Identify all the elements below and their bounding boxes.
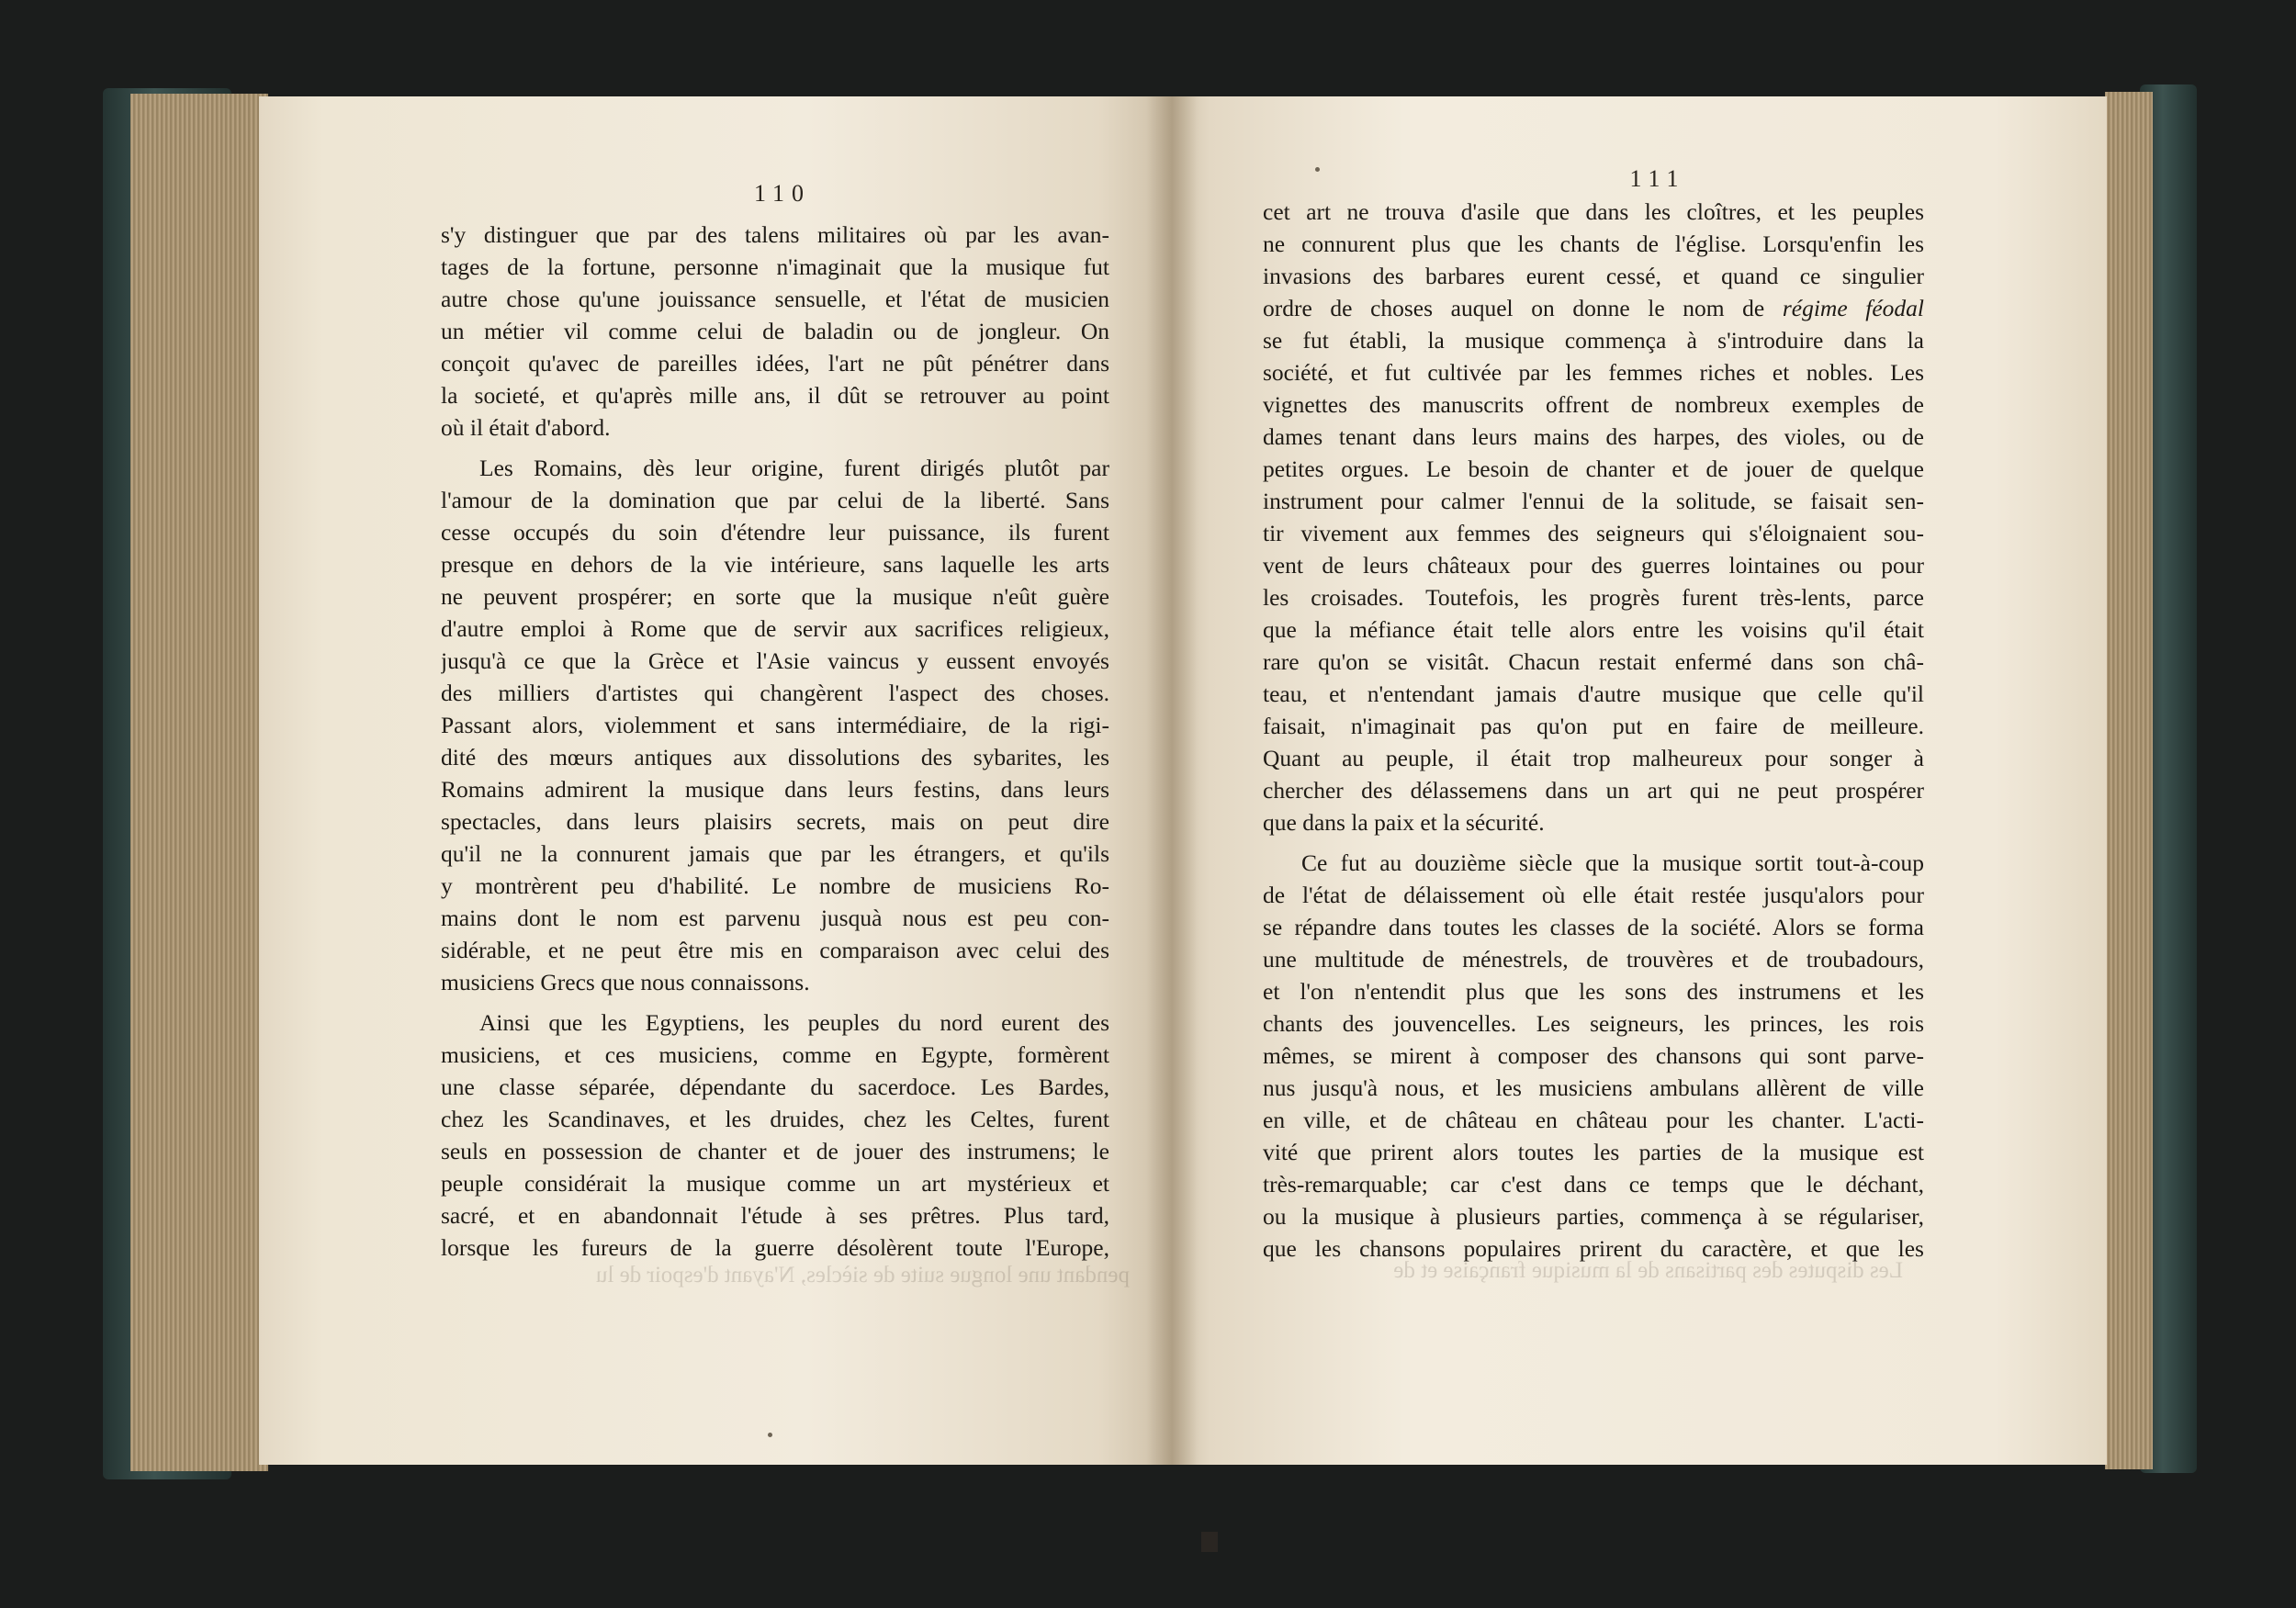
text-line: que la méfiance était telle alors entre les voisins qu'il était bbox=[1263, 616, 1924, 643]
text-line: seuls en possession de chanter et de jouer des instrumens; le bbox=[441, 1138, 1109, 1164]
left-page-text bbox=[441, 219, 1109, 1264]
paper-speck bbox=[1315, 167, 1320, 172]
text-line: se fut établi, la musique commença à s'introduire dans la bbox=[1263, 327, 1924, 354]
text-line: ou la musique à plusieurs parties, commença à se régulariser, bbox=[1263, 1203, 1924, 1230]
text-line: que dans la paix et la sécurité. bbox=[1263, 809, 1545, 836]
text-line: chez les Scandinaves, et les druides, chez les Celtes, furent bbox=[441, 1106, 1109, 1132]
text-line: tages de la fortune, personne n'imaginait que la musique fut bbox=[441, 253, 1109, 280]
text-line: faisait, n'imaginait pas qu'on put en faire de meilleure. bbox=[1263, 713, 1924, 739]
text-line: Romains admirent la musique dans leurs festins, dans leurs bbox=[441, 776, 1109, 803]
text-line: peuple considérait la musique comme un art mystérieux et bbox=[441, 1170, 1109, 1197]
text-line: rare qu'on se visitât. Chacun restait enfermé dans son châ- bbox=[1263, 648, 1924, 675]
show-through-text-right: Les disputes des partisans de la musique française et de bbox=[1393, 1258, 1903, 1283]
text-line: musiciens Grecs que nous connaissons. bbox=[441, 969, 810, 995]
bookmark-ribbon bbox=[1201, 1532, 1218, 1552]
text-line: Quant au peuple, il était trop malheureux pour songer à bbox=[1263, 745, 1924, 771]
text-line: où il était d'abord. bbox=[441, 414, 611, 441]
text-line: les croisades. Toutefois, les progrès furent très-lents, parce bbox=[1263, 584, 1924, 611]
text-line: y montrèrent peu d'habilité. Le nombre de musiciens Ro- bbox=[441, 872, 1109, 899]
text-line: Ainsi que les Egyptiens, les peuples du nord eurent des bbox=[479, 1009, 1109, 1036]
text-line: nus jusqu'à nous, et les musiciens ambulans allèrent de ville bbox=[1263, 1074, 1924, 1101]
book-gutter bbox=[1146, 96, 1198, 1465]
text-line: invasions des barbares eurent cessé, et quand ce singulier bbox=[1263, 263, 1924, 289]
text-line: autre chose qu'une jouissance sensuelle, et l'état de musicien bbox=[441, 286, 1109, 312]
paper-speck bbox=[768, 1433, 772, 1437]
text-line: une multitude de ménestrels, de trouvères et de troubadours, bbox=[1263, 946, 1924, 973]
text-line: Ce fut au douzième siècle que la musique sortit tout-à-coup bbox=[1301, 849, 1924, 876]
text-line: musiciens, et ces musiciens, comme en Egypte, formèrent bbox=[441, 1041, 1109, 1068]
text-line: et l'on n'entendit plus que les sons des instrumens et les bbox=[1263, 978, 1924, 1005]
page-number-right: 111 bbox=[1629, 165, 1686, 192]
page-number-left: 110 bbox=[753, 180, 812, 207]
text-line: société, et fut cultivée par les femmes riches et nobles. Les bbox=[1263, 359, 1924, 386]
text-line: petites orgues. Le besoin de chanter et de jouer de quelque bbox=[1263, 455, 1924, 482]
text-line: conçoit qu'avec de pareilles idées, l'art ne pût pénétrer dans bbox=[441, 350, 1109, 377]
text-line: ne peuvent prospérer; en sorte que la musique n'eût guère bbox=[441, 583, 1109, 610]
text-line: sidérable, et ne peut être mis en comparaison avec celui des bbox=[441, 937, 1109, 963]
text-line: cet art ne trouva d'asile que dans les cloîtres, et les peuples bbox=[1263, 198, 1924, 225]
show-through-text-left: pendant une longue suite de siècles, N'ayant d'espoir de lu bbox=[595, 1263, 1130, 1288]
text-line: très-remarquable; car c'est dans ce temps que le déchant, bbox=[1263, 1171, 1924, 1198]
text-line: s'y distinguer que par des talens militaires où par les avan- bbox=[441, 221, 1109, 248]
text-line: d'autre emploi à Rome que de servir aux sacrifices religieux, bbox=[441, 615, 1109, 642]
text-line: jusqu'à ce que la Grèce et l'Asie vaincus y eussent envoyés bbox=[441, 647, 1109, 674]
text-line: chercher des délassemens dans un art qui ne peut prospérer bbox=[1263, 777, 1924, 804]
text-line: mains dont le nom est parvenu jusquà nous est peu con- bbox=[441, 905, 1109, 931]
text-line: une classe séparée, dépendante du sacerdoce. Les Bardes, bbox=[441, 1074, 1109, 1100]
text-line: dité des mœurs antiques aux dissolutions des sybarites, les bbox=[441, 744, 1109, 770]
text-line: vent de leurs châteaux pour des guerres lointaines ou pour bbox=[1263, 552, 1924, 579]
text-line: vité que prirent alors toutes les parties de la musique est bbox=[1263, 1139, 1924, 1165]
text-line: tir vivement aux femmes des seigneurs qui s'éloignaient sou- bbox=[1263, 520, 1924, 546]
text-line: instrument pour calmer l'ennui de la solitude, se faisait sen- bbox=[1263, 488, 1924, 514]
text-line: spectacles, dans leurs plaisirs secrets, mais on peut dire bbox=[441, 808, 1109, 835]
text-line: Les Romains, dès leur origine, furent dirigés plutôt par bbox=[479, 455, 1109, 481]
text-line: teau, et n'entendant jamais d'autre musique que celle qu'il bbox=[1263, 680, 1924, 707]
text-line: l'amour de la domination que par celui de la liberté. Sans bbox=[441, 487, 1109, 513]
text-line: chants des jouvencelles. Les seigneurs, les princes, les rois bbox=[1263, 1010, 1924, 1037]
text-line: des milliers d'artistes qui changèrent l'aspect des choses. bbox=[441, 680, 1109, 706]
text-line: lorsque les fureurs de la guerre désolèrent toute l'Europe, bbox=[441, 1234, 1109, 1261]
left-page-edges bbox=[130, 94, 268, 1471]
text-line: qu'il ne la connurent jamais que par les étrangers, et qu'ils bbox=[441, 840, 1109, 867]
text-line: la societé, et qu'après mille ans, il dût se retrouver au point bbox=[441, 382, 1109, 409]
text-line: vignettes des manuscrits offrent de nombreux exemples de bbox=[1263, 391, 1924, 418]
text-line: cesse occupés du soin d'étendre leur puissance, ils furent bbox=[441, 519, 1109, 545]
text-line: de l'état de délaissement où elle était restée jusqu'alors pour bbox=[1263, 882, 1924, 908]
text-line: sacré, et en abandonnait l'étude à ses prêtres. Plus tard, bbox=[441, 1202, 1109, 1229]
italic-phrase: régime féodal bbox=[1782, 295, 1924, 321]
text-line: presque en dehors de la vie intérieure, sans laquelle les arts bbox=[441, 551, 1109, 578]
text-line: se répandre dans toutes les classes de la société. Alors se forma bbox=[1263, 914, 1924, 940]
text-line: Passant alors, violemment et sans intermédiaire, de la rigi- bbox=[441, 712, 1109, 738]
text-line: mêmes, se mirent à composer des chansons qui sont parve- bbox=[1263, 1042, 1924, 1069]
text-line: que les chansons populaires prirent du caractère, et que les bbox=[1263, 1235, 1924, 1262]
right-page-edges bbox=[2105, 92, 2153, 1469]
text-line: ne connurent plus que les chants de l'église. Lorsqu'enfin les bbox=[1263, 231, 1924, 257]
text-line: un métier vil comme celui de baladin ou de jongleur. On bbox=[441, 318, 1109, 344]
text-line: ordre de choses auquel on donne le nom de régime féodal bbox=[1263, 295, 1924, 321]
text-line: dames tenant dans leurs mains des harpes, des violes, ou de bbox=[1263, 423, 1924, 450]
right-page-text bbox=[1263, 196, 1924, 1265]
text-line: en ville, et de château en château pour les chanter. L'acti- bbox=[1263, 1107, 1924, 1133]
